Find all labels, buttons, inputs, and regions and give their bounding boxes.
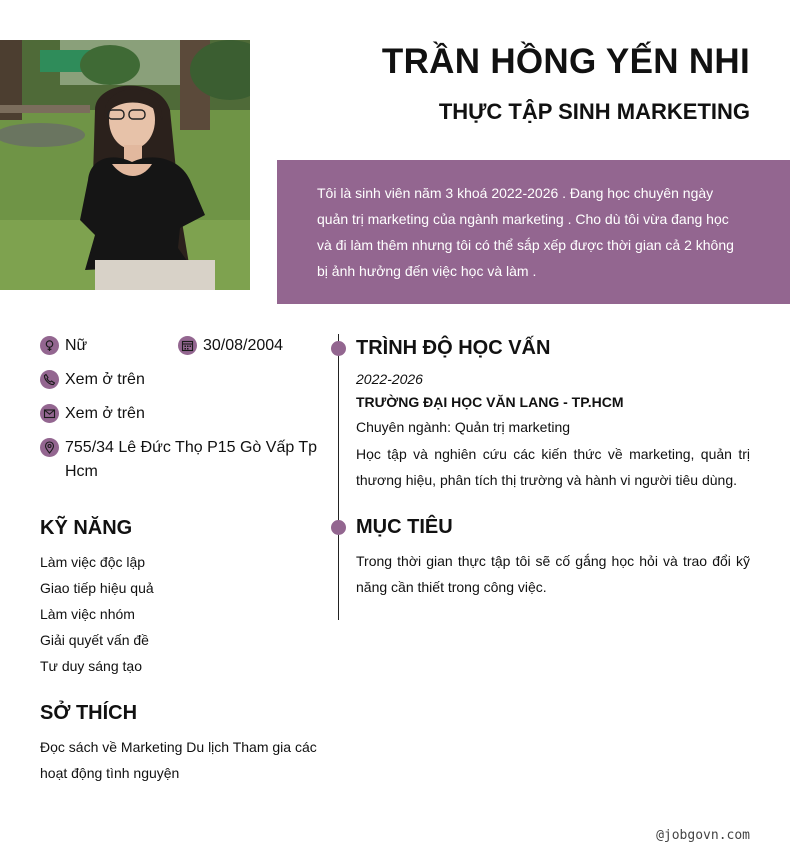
contact-birthdate <box>178 334 283 358</box>
skill-item: Giao tiếp hiệu quả <box>40 580 154 596</box>
calendar-icon <box>178 336 197 355</box>
education-major: Chuyên ngành: Quản trị marketing <box>356 419 571 435</box>
education-description: Học tập và nghiên cứu các kiến thức về marketing, quản trị thương hiệu, phân tích thị trường và hành vi người tiêu dùng. <box>356 446 750 488</box>
hobbies-text: Đọc sách về Marketing Du lịch Tham gia các hoạt động tình nguyện <box>40 739 317 781</box>
hobbies-title: SỞ THÍCH <box>40 702 138 724</box>
timeline-dot-objective <box>331 520 346 535</box>
phone-value: Xem ở trên <box>65 371 145 388</box>
candidate-role: THỰC TẬP SINH MARKETING <box>438 99 750 124</box>
watermark: @jobgovn.com <box>656 828 750 843</box>
intro-box <box>277 160 790 304</box>
skills-title: KỸ NĂNG <box>40 517 133 539</box>
phone-icon <box>40 370 59 389</box>
email-icon <box>40 404 59 423</box>
birthdate-value: 30/08/2004 <box>203 337 284 354</box>
intro-text: Tôi là sinh viên năm 3 khoá 2022-2026 . Đang học chuyên ngày quản trị marketing của ngành marketing . Cho dù tôi vừa đang học và đi làm thêm nhưng tôi có thể sắp xếp được thời gian cả 2 không bị ảnh hưởng đến việc học và làm . <box>317 185 734 279</box>
address-value: 755/34 Lê Đức Thọ P15 Gò Vấp Tp Hcm <box>65 439 318 480</box>
timeline-line <box>338 334 339 620</box>
education-school: TRƯỜNG ĐẠI HỌC VĂN LANG - TP.HCM <box>356 394 624 410</box>
skill-item: Giải quyết vấn đề <box>40 632 149 648</box>
timeline-dot-education <box>331 341 346 356</box>
objective-title: MỤC TIÊU <box>356 516 453 538</box>
contact-gender <box>40 334 87 358</box>
skill-item: Làm việc nhóm <box>40 606 135 622</box>
candidate-name: TRẦN HỒNG YẾN NHI <box>381 42 750 81</box>
email-value: Xem ở trên <box>65 405 145 422</box>
skill-item: Tư duy sáng tạo <box>40 658 142 674</box>
objective-text: Trong thời gian thực tập tôi sẽ cố gắng học hỏi và trao đổi kỹ năng cần thiết trong công việc. <box>356 553 750 595</box>
contact-phone <box>40 368 145 392</box>
gender-icon <box>40 336 59 355</box>
location-icon <box>40 438 59 457</box>
skills-list <box>40 549 330 679</box>
gender-value: Nữ <box>65 337 88 354</box>
education-title: TRÌNH ĐỘ HỌC VẤN <box>356 337 551 359</box>
skill-item: Làm việc độc lập <box>40 554 146 570</box>
profile-photo <box>0 40 250 290</box>
contact-email <box>40 402 145 426</box>
contact-address <box>40 436 325 484</box>
education-years: 2022-2026 <box>356 371 423 387</box>
